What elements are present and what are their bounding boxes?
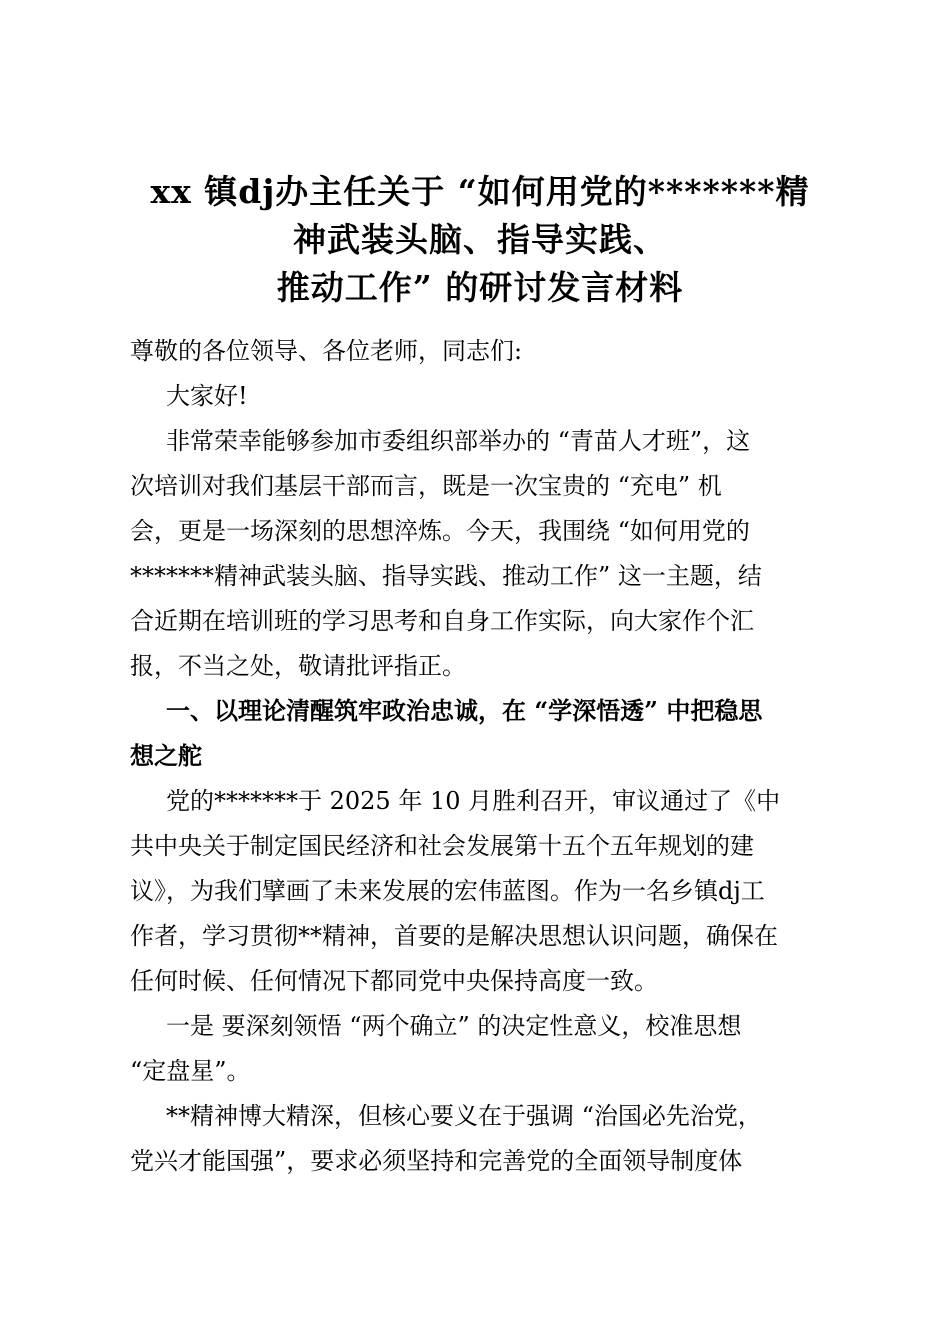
title-line-3: 推动工作” 的研讨发言材料 <box>276 268 684 307</box>
section-heading-line: 想之舵 <box>130 741 202 770</box>
point-line: 一是 要深刻领悟 “两个确立” 的决定性意义，校准思想 <box>166 1012 742 1040</box>
point-line: “定盘星”。 <box>130 1057 251 1085</box>
title-line-2: 神武装头脑、指导实践、 <box>293 220 667 259</box>
paragraph-line: **精神博大精深，但核心要义在于强调 “治国必先治党， <box>166 1102 762 1130</box>
paragraph-line: 作者，学习贯彻**精神，首要的是解决思想认识问题，确保在 <box>130 922 778 950</box>
salutation: 尊敬的各位领导、各位老师，同志们: <box>130 337 523 365</box>
document-title <box>110 168 850 312</box>
paragraph-line: 共中央关于制定国民经济和社会发展第十五个五年规划的建 <box>130 832 754 860</box>
intro-line: 会，更是一场深刻的思想淬炼。今天，我围绕 “如何用党的 <box>130 517 750 545</box>
paragraph-line: 党的*******于 2025 年 10 月胜利召开，审议通过了《中 <box>166 787 781 815</box>
intro-line: 非常荣幸能够参加市委组织部举办的 “青苗人才班”，这 <box>166 427 751 455</box>
paragraph-line: 党兴才能国强”，要求必须坚持和完善党的全面领导制度体 <box>130 1147 743 1175</box>
section-heading-line: 一、以理论清醒筑牢政治忠诚，在 “学深悟透” 中把稳思 <box>166 696 763 725</box>
paragraph-line: 任何时候、任何情况下都同党中央保持高度一致。 <box>130 967 658 995</box>
title-line-1: xx 镇dj办主任关于 “如何用党的*******精 <box>150 172 810 211</box>
intro-line: *******精神武装头脑、指导实践、推动工作” 这一主题，结 <box>130 562 762 590</box>
paragraph-line: 议》，为我们擘画了未来发展的宏伟蓝图。作为一名乡镇dj工 <box>130 877 765 905</box>
intro-line: 合近期在培训班的学习思考和自身工作实际，向大家作个汇 <box>130 607 754 635</box>
intro-line: 次培训对我们基层干部而言，既是一次宝贵的 “充电” 机 <box>130 472 722 500</box>
greeting: 大家好! <box>166 382 248 410</box>
intro-line: 报，不当之处，敬请批评指正。 <box>130 652 466 680</box>
